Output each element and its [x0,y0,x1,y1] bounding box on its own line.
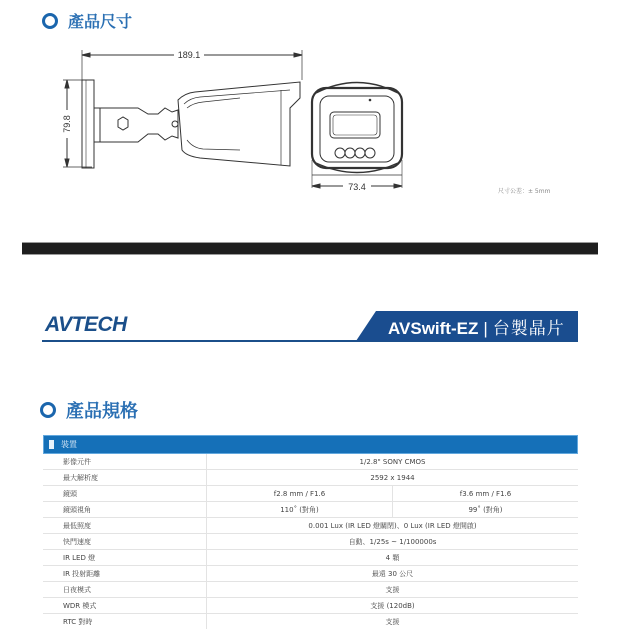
product-line-label [388,314,565,339]
brand-tagline: 台製晶片 [492,319,565,338]
row-value-3-6mm: f3.6 mm / F1.6 [459,489,512,498]
table-row [43,614,578,629]
spec-group-header [43,435,578,454]
row-label: IR LED 燈 [43,550,207,565]
circle-bullet-icon [42,13,58,29]
table-row [43,486,578,502]
row-label: RTC 對時 [43,614,207,629]
row-value: 1/2.8" SONY CMOS [359,457,426,466]
front-width-dimension-label: 73.4 [348,182,366,192]
spec-title: 產品規格 [66,401,138,422]
spec-group-title: 裝置 [61,440,77,449]
row-value: 支援 [385,617,400,626]
table-row [43,550,578,566]
table-row [43,502,578,518]
table-row [43,582,578,598]
row-value: 自動、1/25s ~ 1/100000s [348,537,437,546]
tolerance-note: 尺寸公差：± 5mm [498,188,551,195]
row-value: 最遠 30 公尺 [371,569,414,578]
row-label: 快門速度 [43,534,207,549]
row-value: 2592 x 1944 [370,473,415,482]
group-bar-icon [49,440,54,449]
spec-table [43,435,578,629]
height-dimension-label: 79.8 [62,115,72,133]
row-value: 0.001 Lux (IR LED 燈關閉)、0 Lux (IR LED 燈開啟) [308,521,477,530]
dimensions-heading [42,9,132,32]
table-row [43,598,578,614]
row-value: 4 顆 [385,553,400,562]
row-label: IR 投射距離 [43,566,207,581]
divider-bar [22,242,598,255]
row-label: 鏡頭 [43,486,207,501]
table-row [43,534,578,550]
row-label: 最大解析度 [43,470,207,485]
table-row [43,454,578,470]
row-value-3-6mm: 99˚ (對角) [468,505,503,514]
dimensions-title: 產品尺寸 [68,12,133,31]
width-dimension-label: 189.1 [177,50,201,60]
row-label: 影像元件 [43,454,207,469]
row-label: 日夜模式 [43,582,207,597]
row-value-2-8mm: 110˚ (對角) [207,502,393,517]
product-line-name: AVSwift-EZ [388,319,479,338]
avtech-logo: AVTECH [45,313,127,336]
circle-bullet-icon [40,402,56,418]
row-value: 支援 (120dB) [370,601,415,610]
row-value: 支援 [385,585,400,594]
row-label: 鏡頭視角 [43,502,207,517]
row-value-2-8mm: f2.8 mm / F1.6 [207,486,393,501]
row-label: 最低照度 [43,518,207,533]
camera-dimension-drawing [40,45,560,195]
table-row [43,566,578,582]
row-label: WDR 模式 [43,598,207,613]
table-row [43,470,578,486]
spec-heading [40,397,138,423]
brand-separator: | [483,319,488,338]
table-row [43,518,578,534]
